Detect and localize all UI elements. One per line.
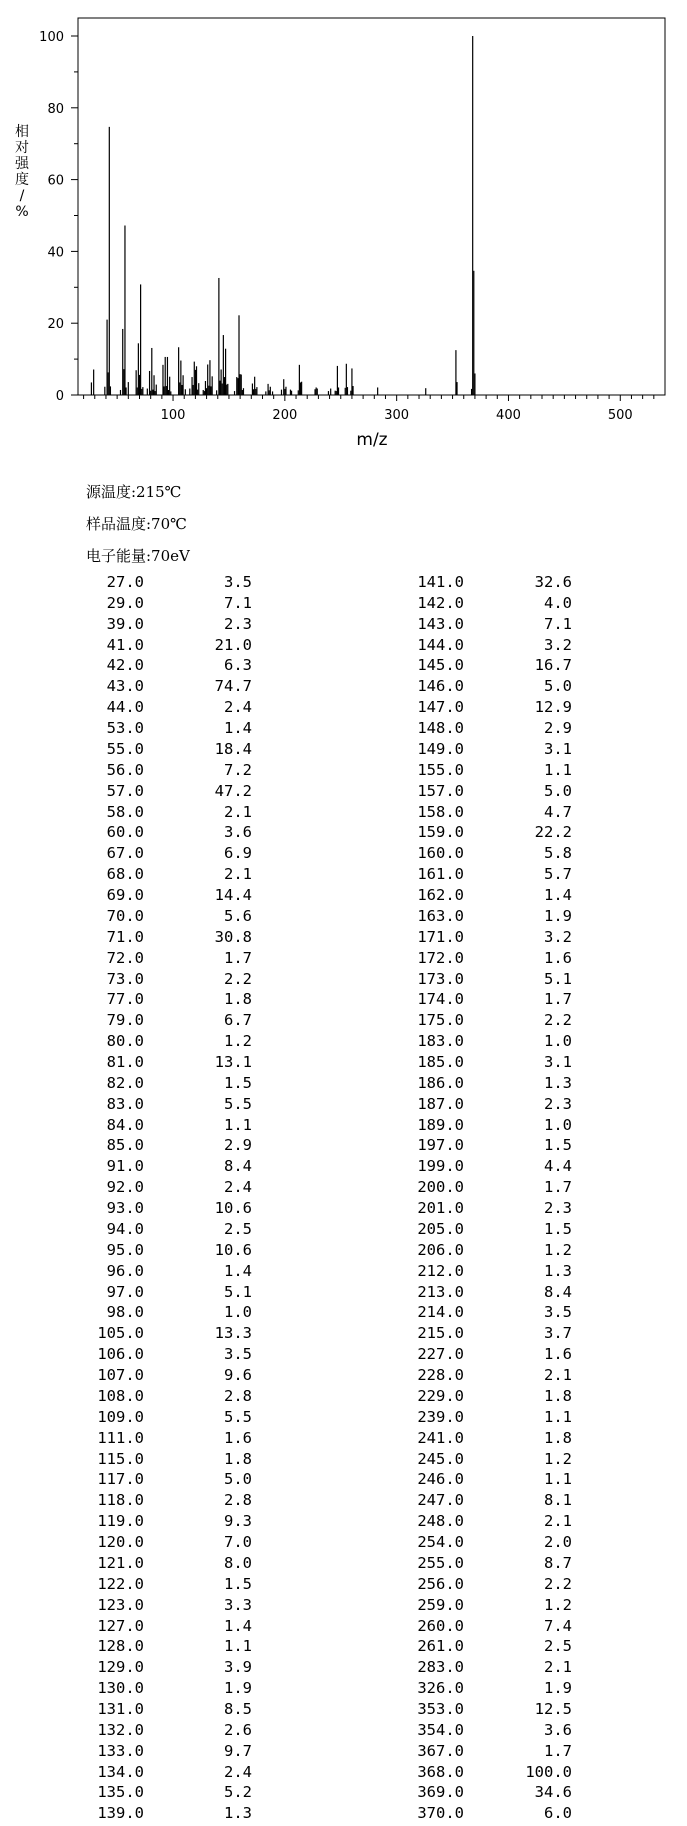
intensity-value: 7.1 bbox=[224, 593, 252, 612]
intensity-value: 5.1 bbox=[224, 1282, 252, 1301]
mz-value: 157.0 bbox=[417, 781, 464, 800]
mz-value: 185.0 bbox=[417, 1053, 464, 1071]
mz-value: 83.0 bbox=[106, 1094, 144, 1113]
mz-value: 93.0 bbox=[106, 1199, 144, 1218]
mz-value: 206.0 bbox=[417, 1240, 464, 1259]
intensity-value: 3.9 bbox=[224, 1658, 252, 1677]
intensity-value: 3.1 bbox=[544, 1053, 572, 1071]
mz-value: 70.0 bbox=[106, 906, 144, 925]
x-axis-label: m/z bbox=[356, 430, 388, 450]
y-tick-label: 100 bbox=[39, 30, 64, 45]
mz-value: 115.0 bbox=[97, 1449, 144, 1468]
mz-value: 173.0 bbox=[417, 969, 464, 988]
mz-value: 77.0 bbox=[106, 990, 144, 1009]
intensity-value: 1.5 bbox=[544, 1219, 572, 1238]
mz-value: 123.0 bbox=[97, 1595, 144, 1614]
mass-spectrum-chart bbox=[0, 0, 687, 460]
mz-value: 67.0 bbox=[106, 844, 144, 863]
source-temperature: 源温度:215℃ bbox=[86, 483, 182, 501]
mz-value: 239.0 bbox=[417, 1407, 464, 1426]
intensity-value: 1.2 bbox=[544, 1449, 572, 1468]
intensity-value: 3.2 bbox=[544, 927, 572, 946]
intensity-value: 2.8 bbox=[224, 1386, 252, 1405]
mz-value: 229.0 bbox=[417, 1386, 464, 1405]
intensity-value: 5.0 bbox=[544, 677, 572, 696]
mz-value: 108.0 bbox=[97, 1386, 144, 1405]
intensity-value: 1.2 bbox=[544, 1240, 572, 1259]
mz-value: 368.0 bbox=[417, 1762, 464, 1781]
intensity-value: 1.7 bbox=[544, 990, 572, 1009]
mz-value: 42.0 bbox=[106, 656, 144, 675]
mz-value: 130.0 bbox=[97, 1679, 144, 1698]
intensity-value: 2.3 bbox=[544, 1094, 572, 1113]
intensity-value: 1.4 bbox=[224, 719, 252, 738]
mz-value: 107.0 bbox=[97, 1366, 144, 1385]
mz-value: 39.0 bbox=[106, 614, 144, 633]
intensity-value: 74.7 bbox=[214, 677, 252, 696]
intensity-value: 1.1 bbox=[544, 1407, 572, 1426]
intensity-value: 1.8 bbox=[544, 1386, 572, 1405]
intensity-value: 5.1 bbox=[544, 969, 572, 988]
mz-value: 228.0 bbox=[417, 1366, 464, 1385]
intensity-value: 8.4 bbox=[224, 1157, 252, 1176]
intensity-value: 2.4 bbox=[224, 1762, 252, 1781]
mz-value: 118.0 bbox=[97, 1491, 144, 1510]
intensity-value: 3.5 bbox=[544, 1303, 572, 1322]
y-tick-label: 60 bbox=[47, 173, 64, 189]
mz-value: 246.0 bbox=[417, 1470, 464, 1489]
intensity-value: 2.2 bbox=[544, 1574, 572, 1593]
mz-value: 215.0 bbox=[417, 1324, 464, 1343]
intensity-value: 5.8 bbox=[544, 844, 572, 863]
mz-value: 158.0 bbox=[417, 802, 464, 821]
mz-value: 248.0 bbox=[417, 1512, 464, 1531]
intensity-value: 6.0 bbox=[544, 1804, 572, 1823]
intensity-value: 1.1 bbox=[544, 760, 572, 779]
intensity-value: 2.9 bbox=[224, 1136, 252, 1155]
mz-value: 109.0 bbox=[97, 1407, 144, 1426]
mz-value: 201.0 bbox=[417, 1199, 464, 1218]
intensity-value: 2.2 bbox=[224, 969, 252, 988]
intensity-value: 1.3 bbox=[224, 1804, 252, 1823]
mz-value: 200.0 bbox=[417, 1178, 464, 1197]
intensity-value: 8.7 bbox=[544, 1553, 572, 1572]
mz-value: 227.0 bbox=[417, 1345, 464, 1364]
intensity-value: 1.6 bbox=[544, 948, 572, 967]
mz-value: 254.0 bbox=[417, 1533, 464, 1552]
intensity-value: 6.3 bbox=[224, 656, 252, 675]
intensity-value: 2.4 bbox=[224, 698, 252, 717]
mz-value: 205.0 bbox=[417, 1219, 464, 1238]
mz-value: 353.0 bbox=[417, 1699, 464, 1718]
y-tick-label: 40 bbox=[47, 245, 64, 261]
intensity-value: 1.1 bbox=[224, 1115, 252, 1134]
intensity-value: 7.1 bbox=[544, 614, 572, 633]
mz-value: 143.0 bbox=[417, 614, 464, 633]
intensity-value: 3.6 bbox=[544, 1720, 572, 1739]
intensity-value: 1.4 bbox=[224, 1261, 252, 1280]
mz-value: 326.0 bbox=[417, 1679, 464, 1698]
mz-value: 84.0 bbox=[106, 1115, 144, 1134]
intensity-value: 1.6 bbox=[544, 1345, 572, 1364]
intensity-value: 6.9 bbox=[224, 844, 252, 863]
mz-value: 141.0 bbox=[417, 573, 464, 591]
mz-value: 71.0 bbox=[106, 927, 144, 946]
intensity-value: 1.7 bbox=[224, 948, 252, 967]
mz-value: 163.0 bbox=[417, 906, 464, 925]
intensity-value: 8.5 bbox=[224, 1699, 252, 1718]
x-tick-label: 300 bbox=[384, 408, 410, 423]
intensity-value: 12.5 bbox=[534, 1699, 572, 1718]
mz-value: 72.0 bbox=[106, 948, 144, 967]
intensity-value: 13.3 bbox=[214, 1324, 252, 1343]
mz-value: 60.0 bbox=[106, 823, 144, 842]
y-tick-label: 80 bbox=[47, 101, 64, 117]
y-axis-label: 相对强度/ % bbox=[15, 124, 29, 220]
mz-value: 56.0 bbox=[106, 760, 144, 779]
intensity-value: 6.7 bbox=[224, 1011, 252, 1030]
intensity-value: 1.8 bbox=[224, 990, 252, 1009]
mz-value: 186.0 bbox=[417, 1073, 464, 1092]
sample-temperature: 样品温度:70℃ bbox=[86, 515, 187, 533]
intensity-value: 8.0 bbox=[224, 1553, 252, 1572]
intensity-value: 32.6 bbox=[534, 573, 572, 591]
mz-value: 53.0 bbox=[106, 719, 144, 738]
intensity-value: 1.9 bbox=[544, 906, 572, 925]
mz-value: 146.0 bbox=[417, 677, 464, 696]
mz-value: 29.0 bbox=[106, 593, 144, 612]
intensity-value: 8.1 bbox=[544, 1491, 572, 1510]
intensity-value: 100.0 bbox=[525, 1762, 572, 1781]
mz-value: 119.0 bbox=[97, 1512, 144, 1531]
intensity-value: 5.5 bbox=[224, 1407, 252, 1426]
intensity-value: 16.7 bbox=[534, 656, 572, 675]
mz-value: 247.0 bbox=[417, 1491, 464, 1510]
mz-value: 92.0 bbox=[106, 1178, 144, 1197]
intensity-value: 10.6 bbox=[214, 1199, 252, 1218]
mz-value: 283.0 bbox=[417, 1658, 464, 1677]
intensity-value: 1.8 bbox=[544, 1428, 572, 1447]
intensity-value: 3.7 bbox=[544, 1324, 572, 1343]
intensity-value: 13.1 bbox=[214, 1053, 252, 1071]
mz-value: 174.0 bbox=[417, 990, 464, 1009]
mz-value: 106.0 bbox=[97, 1345, 144, 1364]
mz-value: 127.0 bbox=[97, 1616, 144, 1635]
intensity-value: 1.9 bbox=[544, 1679, 572, 1698]
mz-value: 79.0 bbox=[106, 1011, 144, 1030]
intensity-value: 18.4 bbox=[214, 739, 252, 758]
x-tick-label: 400 bbox=[496, 408, 521, 423]
mz-value: 121.0 bbox=[97, 1553, 144, 1572]
mz-value: 144.0 bbox=[417, 635, 464, 654]
intensity-value: 1.2 bbox=[224, 1032, 252, 1051]
mz-value: 69.0 bbox=[106, 886, 144, 905]
mz-value: 91.0 bbox=[106, 1157, 144, 1176]
intensity-value: 2.5 bbox=[224, 1219, 252, 1238]
intensity-value: 3.2 bbox=[544, 635, 572, 654]
mz-value: 139.0 bbox=[97, 1804, 144, 1823]
intensity-value: 2.1 bbox=[544, 1366, 572, 1385]
mz-value: 241.0 bbox=[417, 1428, 464, 1447]
intensity-value: 3.1 bbox=[544, 739, 572, 758]
intensity-value: 3.6 bbox=[224, 823, 252, 842]
plot-frame bbox=[78, 18, 665, 395]
mz-value: 111.0 bbox=[97, 1428, 144, 1447]
mz-value: 128.0 bbox=[97, 1637, 144, 1656]
intensity-value: 21.0 bbox=[214, 635, 252, 654]
intensity-value: 5.5 bbox=[224, 1094, 252, 1113]
intensity-value: 1.5 bbox=[224, 1073, 252, 1092]
intensity-value: 5.0 bbox=[544, 781, 572, 800]
mz-value: 369.0 bbox=[417, 1783, 464, 1802]
intensity-value: 1.6 bbox=[224, 1428, 252, 1447]
intensity-value: 1.9 bbox=[224, 1679, 252, 1698]
intensity-value: 7.4 bbox=[544, 1616, 572, 1635]
intensity-value: 1.1 bbox=[224, 1637, 252, 1656]
intensity-value: 5.2 bbox=[224, 1783, 252, 1802]
mz-value: 214.0 bbox=[417, 1303, 464, 1322]
mz-value: 187.0 bbox=[417, 1094, 464, 1113]
mz-value: 82.0 bbox=[106, 1073, 144, 1092]
mz-value: 160.0 bbox=[417, 844, 464, 863]
mz-value: 159.0 bbox=[417, 823, 464, 842]
axis-ticks bbox=[71, 36, 654, 401]
intensity-value: 2.1 bbox=[544, 1512, 572, 1531]
mz-value: 129.0 bbox=[97, 1658, 144, 1677]
mz-value: 367.0 bbox=[417, 1741, 464, 1760]
intensity-value: 8.4 bbox=[544, 1282, 572, 1301]
intensity-value: 2.3 bbox=[544, 1199, 572, 1218]
mz-value: 122.0 bbox=[97, 1574, 144, 1593]
tick-labels bbox=[39, 30, 633, 423]
intensity-value: 5.7 bbox=[544, 865, 572, 884]
mz-value: 255.0 bbox=[417, 1553, 464, 1572]
mz-value: 134.0 bbox=[97, 1762, 144, 1781]
mz-value: 183.0 bbox=[417, 1032, 464, 1051]
mz-value: 58.0 bbox=[106, 802, 144, 821]
intensity-value: 2.4 bbox=[224, 1178, 252, 1197]
mz-value: 41.0 bbox=[106, 635, 144, 654]
intensity-value: 1.7 bbox=[544, 1178, 572, 1197]
mz-value: 73.0 bbox=[106, 969, 144, 988]
mz-value: 98.0 bbox=[106, 1303, 144, 1322]
mz-value: 85.0 bbox=[106, 1136, 144, 1155]
intensity-value: 1.7 bbox=[544, 1741, 572, 1760]
mz-value: 80.0 bbox=[106, 1032, 144, 1051]
intensity-value: 2.1 bbox=[224, 802, 252, 821]
mz-value: 148.0 bbox=[417, 719, 464, 738]
intensity-value: 14.4 bbox=[214, 886, 252, 905]
mz-value: 120.0 bbox=[97, 1533, 144, 1552]
mz-value: 43.0 bbox=[106, 677, 144, 696]
mz-value: 27.0 bbox=[106, 573, 144, 591]
intensity-value: 4.4 bbox=[544, 1157, 572, 1176]
mz-value: 213.0 bbox=[417, 1282, 464, 1301]
x-tick-label: 500 bbox=[607, 408, 633, 423]
intensity-value: 7.2 bbox=[224, 760, 252, 779]
intensity-value: 10.6 bbox=[214, 1240, 252, 1259]
mz-value: 199.0 bbox=[417, 1157, 464, 1176]
mz-value: 261.0 bbox=[417, 1637, 464, 1656]
intensity-value: 1.0 bbox=[224, 1303, 252, 1322]
mz-value: 96.0 bbox=[106, 1261, 144, 1280]
mz-value: 131.0 bbox=[97, 1699, 144, 1718]
intensity-value: 1.0 bbox=[544, 1032, 572, 1051]
mz-value: 97.0 bbox=[106, 1282, 144, 1301]
intensity-value: 4.7 bbox=[544, 802, 572, 821]
intensity-value: 34.6 bbox=[534, 1783, 572, 1802]
intensity-value: 2.2 bbox=[544, 1011, 572, 1030]
mz-value: 256.0 bbox=[417, 1574, 464, 1593]
mz-value: 149.0 bbox=[417, 739, 464, 758]
x-tick-label: 100 bbox=[160, 408, 186, 423]
mz-value: 142.0 bbox=[417, 593, 464, 612]
intensity-value: 22.2 bbox=[534, 823, 572, 842]
spectrum-peaks bbox=[91, 36, 475, 395]
mz-value: 370.0 bbox=[417, 1804, 464, 1823]
intensity-value: 1.5 bbox=[224, 1574, 252, 1593]
mz-value: 354.0 bbox=[417, 1720, 464, 1739]
intensity-value: 1.0 bbox=[544, 1115, 572, 1134]
intensity-value: 1.4 bbox=[224, 1616, 252, 1635]
mz-value: 197.0 bbox=[417, 1136, 464, 1155]
intensity-value: 3.5 bbox=[224, 573, 252, 591]
intensity-value: 9.3 bbox=[224, 1512, 252, 1531]
intensity-value: 2.0 bbox=[544, 1533, 572, 1552]
intensity-value: 7.0 bbox=[224, 1533, 252, 1552]
intensity-value: 2.3 bbox=[224, 614, 252, 633]
mz-value: 132.0 bbox=[97, 1720, 144, 1739]
mz-value: 81.0 bbox=[106, 1053, 144, 1071]
mz-value: 95.0 bbox=[106, 1240, 144, 1259]
mz-value: 245.0 bbox=[417, 1449, 464, 1468]
mz-value: 161.0 bbox=[417, 865, 464, 884]
intensity-value: 1.2 bbox=[544, 1595, 572, 1614]
intensity-value: 1.1 bbox=[544, 1470, 572, 1489]
intensity-value: 2.9 bbox=[544, 719, 572, 738]
intensity-value: 9.7 bbox=[224, 1741, 252, 1760]
mz-value: 189.0 bbox=[417, 1115, 464, 1134]
intensity-value: 30.8 bbox=[214, 927, 252, 946]
intensity-value: 2.8 bbox=[224, 1491, 252, 1510]
mz-value: 94.0 bbox=[106, 1219, 144, 1238]
mz-value: 259.0 bbox=[417, 1595, 464, 1614]
mz-value: 147.0 bbox=[417, 698, 464, 717]
intensity-value: 12.9 bbox=[534, 698, 572, 717]
y-tick-label: 20 bbox=[47, 317, 64, 333]
mz-value: 68.0 bbox=[106, 865, 144, 884]
intensity-value: 47.2 bbox=[214, 781, 252, 800]
intensity-value: 9.6 bbox=[224, 1366, 252, 1385]
mz-value: 162.0 bbox=[417, 886, 464, 905]
intensity-value: 1.8 bbox=[224, 1449, 252, 1468]
intensity-value: 2.5 bbox=[544, 1637, 572, 1656]
intensity-value: 1.3 bbox=[544, 1073, 572, 1092]
mz-value: 133.0 bbox=[97, 1741, 144, 1760]
intensity-value: 5.6 bbox=[224, 906, 252, 925]
mz-value: 171.0 bbox=[417, 927, 464, 946]
mz-value: 44.0 bbox=[106, 698, 144, 717]
intensity-value: 1.3 bbox=[544, 1261, 572, 1280]
mz-value: 135.0 bbox=[97, 1783, 144, 1802]
intensity-value: 4.0 bbox=[544, 593, 572, 612]
intensity-value: 2.6 bbox=[224, 1720, 252, 1739]
intensity-value: 2.1 bbox=[224, 865, 252, 884]
mz-value: 117.0 bbox=[97, 1470, 144, 1489]
electron-energy: 电子能量:70eV bbox=[86, 547, 190, 565]
x-tick-label: 200 bbox=[272, 408, 298, 423]
mz-value: 105.0 bbox=[97, 1324, 144, 1343]
intensity-value: 3.3 bbox=[224, 1595, 252, 1614]
intensity-value: 5.0 bbox=[224, 1470, 252, 1489]
intensity-value: 1.4 bbox=[544, 886, 572, 905]
mz-value: 55.0 bbox=[106, 739, 144, 758]
intensity-value: 2.1 bbox=[544, 1658, 572, 1677]
intensity-value: 1.5 bbox=[544, 1136, 572, 1155]
mz-value: 260.0 bbox=[417, 1616, 464, 1635]
intensity-value: 3.5 bbox=[224, 1345, 252, 1364]
mz-value: 155.0 bbox=[417, 760, 464, 779]
mz-value: 57.0 bbox=[106, 781, 144, 800]
mz-value: 212.0 bbox=[417, 1261, 464, 1280]
y-tick-label: 0 bbox=[55, 389, 64, 404]
mz-value: 175.0 bbox=[417, 1011, 464, 1030]
mz-value: 172.0 bbox=[417, 948, 464, 967]
mz-value: 145.0 bbox=[417, 656, 464, 675]
